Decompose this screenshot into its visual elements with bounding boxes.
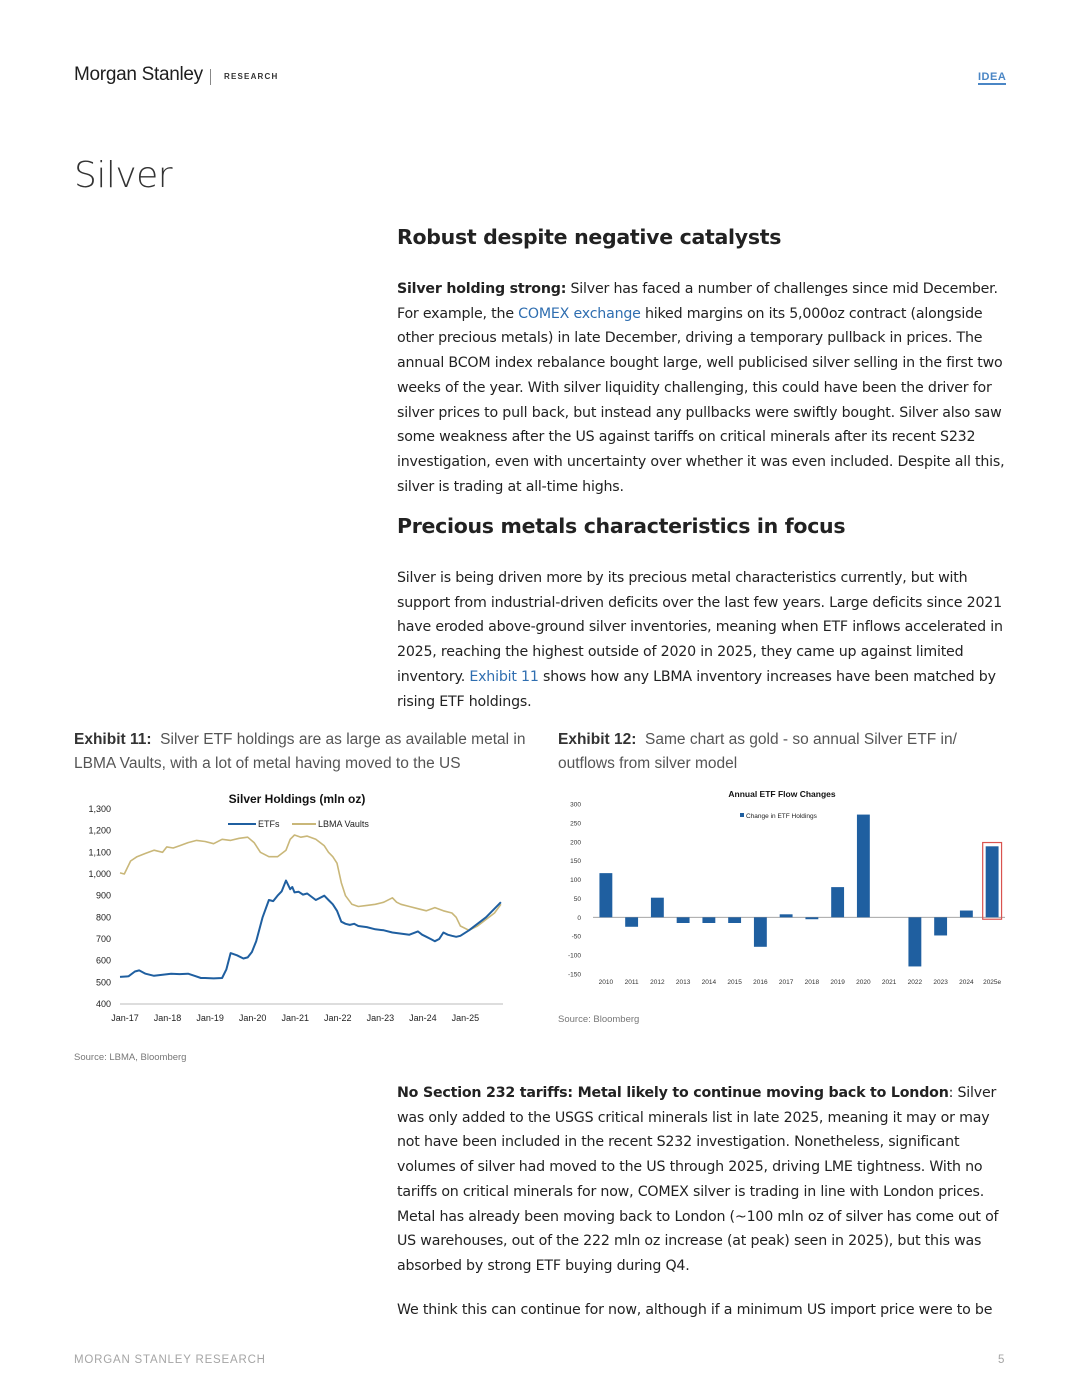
bar-2025e [986,846,999,917]
y-tick-label: 400 [95,999,111,1009]
section-heading-precious-metals: Precious metals characteristics in focus [397,514,846,538]
x-tick-label: 2025e [983,979,1002,986]
x-tick-label: 2012 [650,979,665,986]
x-tick-label: 2014 [701,979,717,986]
paragraph-lead: No Section 232 tariffs: Metal likely to continue moving back to London [397,1085,949,1101]
bar-2014 [702,917,715,923]
exhibit-12-source: Source: Bloomberg [558,1014,640,1025]
silver-holdings-line-chart [60,780,520,1040]
bar-2012 [651,898,664,918]
x-tick-label: 2020 [856,979,871,986]
y-tick-label: 200 [570,839,581,847]
bar-2024 [960,911,973,918]
y-tick-label: 1,000 [88,869,111,879]
y-tick-label: 300 [570,801,581,809]
x-tick-label: 2024 [959,979,974,986]
page-number: 5 [998,1354,1005,1366]
y-tick-label: 100 [570,877,581,885]
x-tick-label: Jan-23 [366,1013,395,1023]
paragraph-text: Silver is being driven more by its precious metal characteristics currently, but with support from industrial-driven deficits over the last few years. Large deficits since 2021 have eroded above-ground silver inventories, meaning when ETF inflows accelerated in 2025, reaching the highest outside of 2020 in 2025, they came up against limited inventory. [397,570,1003,685]
footer-publisher: MORGAN STANLEY RESEARCH [74,1354,266,1366]
x-tick-label: 2011 [624,979,639,986]
x-tick-label: 2013 [675,979,691,986]
idea-tag: IDEA [978,71,1007,83]
header-section-label: RESEARCH [224,72,279,81]
exhibit-11-caption-text: Silver ETF holdings are as large as available metal in LBMA Vaults, with a lot of metal having moved to the US [74,731,526,772]
y-tick-label: -50 [571,933,581,941]
bar-2023 [934,917,947,935]
bar-2019 [831,887,844,917]
paragraph-precious-metals [397,566,1009,714]
paragraph-continue [397,1298,1009,1323]
x-tick-label: 2022 [907,979,923,986]
bar-2022 [908,917,921,966]
exhibit-11-label: Exhibit 11: [74,731,152,748]
bar-2018 [805,917,818,919]
y-tick-label: 0 [577,914,581,922]
y-tick-label: 600 [95,955,111,966]
y-tick-label: 250 [570,820,581,828]
x-tick-label: 2015 [727,979,742,986]
y-tick-label: 1,300 [88,804,111,814]
exhibit-12-caption-text: Same chart as gold - so annual Silver ETF in/ outflows from silver model [558,731,957,772]
x-tick-label: Jan-24 [409,1013,437,1023]
y-tick-label: -100 [567,952,581,960]
exhibit-11-link[interactable]: Exhibit 11 [469,668,539,685]
chart-title: Annual ETF Flow Changes [728,789,836,799]
y-tick-label: 150 [570,858,581,866]
y-tick-label: 700 [95,934,111,944]
paragraph-text: Silver has faced a number of challenges since mid December. For example, the [397,281,998,322]
y-tick-label: 800 [95,912,111,923]
y-tick-label: -150 [567,971,581,979]
x-tick-label: 2017 [778,979,794,986]
paragraph-lead: Silver holding strong: [397,281,567,297]
bar-2020 [857,815,870,918]
x-tick-label: Jan-17 [111,1013,139,1023]
bar-2011 [625,917,638,926]
annual-etf-flow-bar-chart [555,785,1020,995]
bar-2016 [754,917,767,946]
exhibit-11-caption [74,728,534,776]
x-tick-label: Jan-22 [324,1013,352,1023]
bar-2015 [728,917,741,923]
x-tick-label: 2019 [830,979,845,986]
exhibit-12-label: Exhibit 12: [558,731,637,748]
x-tick-label: Jan-19 [196,1013,224,1023]
paragraph-text: : Silver was only added to the USGS critical minerals list in late 2025, meaning it may or may not have been included in the recent S232 investigation. Nonetheless, significant volumes of silver had moved to the US through 2025, driving LME tightness. With no tariffs on critical minerals for now, COMEX silver is trading in line with London prices. Metal has already been moving back to London (~100 mln oz of silver has come out of US warehouses, out of the 222 mln oz increase (at peak) seen in 2025), but this was absorbed by strong ETF buying during Q4. [397,1085,999,1274]
legend-label-lbma: LBMA Vaults [318,819,369,829]
x-tick-label: Jan-21 [281,1013,309,1023]
series-line-lbma-vaults [120,835,501,930]
legend-label-etfs: ETFs [258,819,280,829]
legend-label-change: Change in ETF Holdings [746,813,817,820]
y-tick-label: 1,100 [88,847,111,858]
paragraph-text: shows how any LBMA inventory increases have been matched by rising ETF holdings. [397,668,996,710]
exhibit-11-source: Source: LBMA, Bloomberg [74,1052,187,1063]
exhibit-12-caption [558,728,978,776]
chart-legend [228,819,369,829]
x-tick-label: 2021 [881,979,897,986]
paragraph-section-232 [397,1081,1009,1279]
y-tick-label: 50 [573,895,581,903]
paragraph-text: We think this can continue for now, although if a minimum US import price were to be [397,1302,993,1318]
legend-swatch-change [740,813,744,817]
brand-logo: Morgan Stanley [74,64,203,85]
paragraph-silver-holding-strong [397,277,1009,499]
chart-title: Silver Holdings (mln oz) [228,792,366,806]
x-tick-label: Jan-25 [451,1013,480,1023]
y-tick-label: 500 [95,977,111,988]
header-divider [210,69,211,85]
section-heading-robust: Robust despite negative catalysts [397,225,782,249]
bar-2017 [780,914,793,917]
x-tick-label: Jan-18 [153,1013,182,1023]
y-tick-label: 900 [95,890,111,901]
x-tick-label: 2023 [933,979,948,986]
x-tick-label: 2010 [598,979,614,986]
y-tick-label: 1,200 [88,825,111,836]
page-title: Silver [74,155,173,196]
series-line-etfs [120,881,501,979]
bar-2010 [599,873,612,917]
x-tick-label: 2016 [753,979,768,986]
paragraph-text: hiked margins on its 5,000oz contract (alongside other precious metals) in late December, driving a temporary pullback in prices. The annual BCOM index rebalance bought large, well publicised silver selling in the first two weeks of the year. With silver liquidity challenging, this could have been the driver for silver prices to pull back, but instead any pullbacks were swiftly bought. Silver also saw some weakness after the US against tariffs on critical minerals after its recent S232 investigation, even with uncertainty over whether it was even included. Despite all this, silver is trading at all-time highs. [397,305,1005,495]
bar-2013 [677,917,690,923]
comex-exchange-link[interactable]: COMEX exchange [518,305,641,322]
x-tick-label: 2018 [804,979,820,986]
x-tick-label: Jan-20 [238,1013,267,1023]
